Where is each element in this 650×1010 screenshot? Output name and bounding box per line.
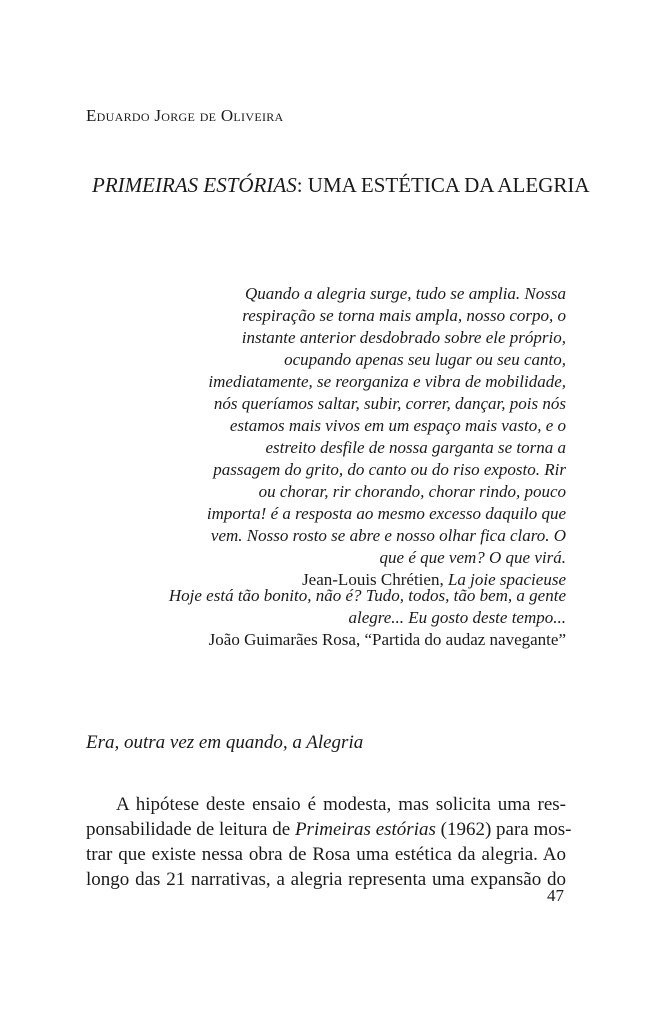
body-paragraph [86,792,572,892]
epigraph-attribution-author: Jean-Louis Chrétien, [302,570,448,589]
epigraph-line: ou chorar, rir chorando, chorar rindo, pouco [258,482,566,501]
page-number: 47 [547,886,564,905]
epigraph-chretien [207,283,566,591]
epigraph-line: importa! é a resposta ao mesmo excesso daquilo que [206,504,566,523]
chapter-title [92,173,590,198]
chapter-title-rest: : UMA ESTÉTICA DA ALEGRIA [296,173,590,197]
epigraph-line: imediatamente, se reorganiza e vibra de mobilidade, [208,372,566,391]
epigraph-line: vem. Nosso rosto se abre e nosso olhar fica claro. O [210,526,566,545]
epigraph-line: alegre... Eu gosto deste tempo... [348,608,566,627]
epigraph-attribution: João Guimarães Rosa, “Partida do audaz navegante” [208,630,566,649]
epigraph-line: nós queríamos saltar, subir, correr, dançar, pois nós [213,394,566,413]
epigraph-line: estreito desfile de nossa garganta se torna a [265,438,566,457]
epigraph-line: que é que vem? O que virá. [379,548,566,567]
body-line-part: (1962) para mos- [435,819,572,840]
book-title-italic: Primeiras estórias [294,819,436,840]
running-header-author: Eduardo Jorge de Oliveira [86,106,284,125]
body-line: trar que existe nessa obra de Rosa uma estética da alegria. Ao [86,844,566,865]
epigraph-line: instante anterior desdobrado sobre ele próprio, [241,328,566,347]
epigraph-line: passagem do grito, do canto ou do riso exposto. Rir [213,460,566,479]
body-line: A hipótese deste ensaio é modesta, mas solicita uma res- [116,794,566,815]
epigraph-line: ocupando apenas seu lugar ou seu canto, [284,350,566,369]
body-line: longo das 21 narrativas, a alegria representa uma expansão do [86,869,566,890]
chapter-title-italic: PRIMEIRAS ESTÓRIAS [92,173,297,197]
epigraph-attribution-work: La joie spacieuse [447,570,566,589]
section-heading: Era, outra vez em quando, a Alegria [86,732,364,753]
epigraph-rosa [169,585,566,651]
epigraph-line: Hoje está tão bonito, não é? Tudo, todos, tão bem, a gente [168,586,566,605]
epigraph-line: estamos mais vivos em um espaço mais vasto, e o [229,416,566,435]
body-line [86,817,572,842]
body-line-part: ponsabilidade de leitura de [86,819,295,840]
epigraph-line: Quando a alegria surge, tudo se amplia. Nossa [245,284,566,303]
epigraph-line: respiração se torna mais ampla, nosso corpo, o [242,306,566,325]
